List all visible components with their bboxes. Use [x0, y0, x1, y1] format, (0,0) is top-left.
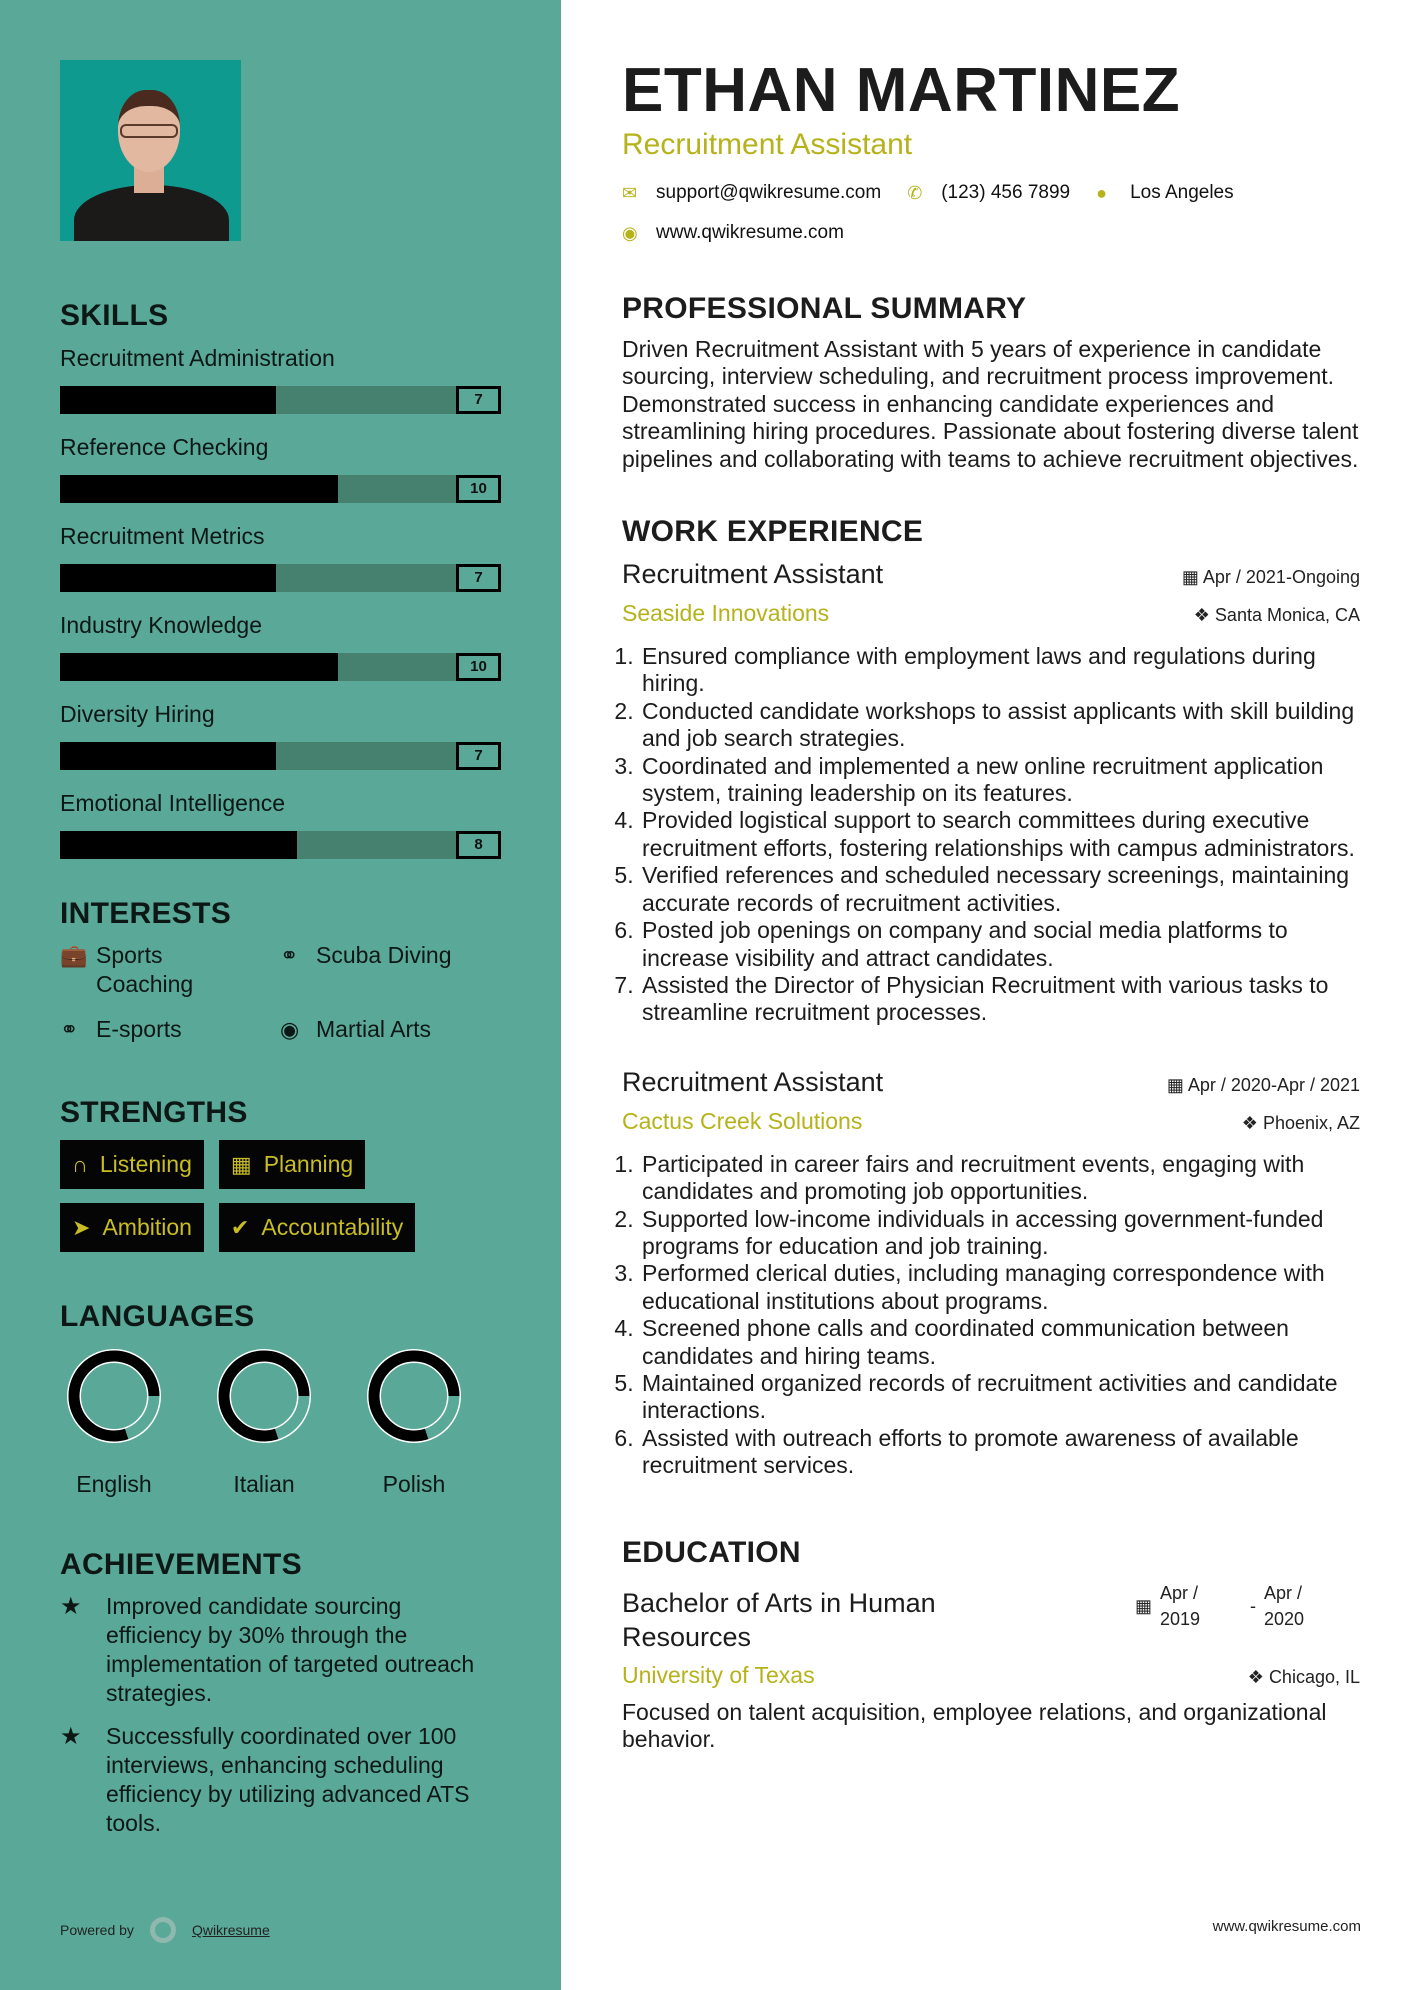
job-bullet: 5. Maintained organized records of recruitment activities and candidate interactions.	[640, 1370, 1360, 1425]
globe-icon: ◉	[622, 222, 638, 243]
job-bullet: 4. Provided logistical support to search committees during executive recruitment efforts, fostering relationships with campus administrators.	[640, 807, 1360, 862]
sidebar	[0, 0, 561, 1990]
education-text: Focused on talent acquisition, employee relations, and organizational behavior.	[622, 1698, 1327, 1752]
interest-label: Martial Arts	[316, 1016, 432, 1042]
rocket-icon: ➤	[72, 1214, 91, 1240]
language-label: Polish	[382, 1471, 446, 1497]
job-entry	[622, 1067, 1360, 1480]
education-start: Apr / 2019	[1160, 1582, 1201, 1629]
candidate-role: Recruitment Assistant	[622, 128, 913, 161]
map-marker-icon: ●	[1096, 182, 1107, 203]
calendar-icon: ▦	[1166, 1074, 1184, 1095]
strengths-heading: STRENGTHS	[60, 1096, 248, 1129]
skill-bar-fill	[60, 475, 338, 503]
job-bullet: 5. Verified references and scheduled necessary screenings, maintaining accurate records of recruitment activities.	[640, 862, 1360, 917]
strength-label: Listening	[99, 1151, 192, 1177]
skill-bar	[60, 742, 501, 770]
achievement-text: Successfully coordinated over 100 interviews, enhancing scheduling efficiency by utilizing advanced ATS tools.	[106, 1723, 470, 1836]
achievement-item	[60, 1592, 501, 1708]
skill-bar	[60, 386, 501, 414]
interests-list	[60, 941, 501, 1044]
language-ring	[216, 1348, 312, 1444]
phone: (123) 456 7899	[941, 182, 1071, 203]
summary-text: Driven Recruitment Assistant with 5 years of experience in candidate sourcing, interview scheduling, and recruitment process improvement. Demonstrated success in enhancing candidate experiences and streamlining hiring procedures. Passionate about fostering diverse talent pipelines and collaborating with teams to achieve recruitment objectives.	[622, 336, 1359, 472]
lifebuoy-icon: ⚭	[280, 943, 299, 968]
interest-item	[60, 1015, 280, 1044]
language-label: Italian	[233, 1471, 295, 1497]
job-location-text: Santa Monica, CA	[1214, 605, 1360, 626]
headphones-icon: ∩	[72, 1151, 88, 1177]
degree: Bachelor of Arts in Human Resources	[622, 1587, 936, 1652]
skill-bar-fill	[60, 564, 276, 592]
skill-value: 7	[456, 386, 501, 414]
calendar-icon: ▦	[1134, 1595, 1152, 1616]
skill-bar	[60, 564, 501, 592]
skill-label: Industry Knowledge	[60, 612, 263, 638]
interest-item	[60, 941, 280, 999]
job-dates-text: Apr / 2020-Apr / 2021	[1187, 1074, 1360, 1095]
job-location	[1194, 605, 1360, 626]
interests-heading: INTERESTS	[60, 897, 232, 930]
powered-by-label: Powered by	[60, 1922, 134, 1938]
job-location	[1242, 1113, 1360, 1134]
strength-tag	[60, 1140, 204, 1189]
language-label: English	[76, 1471, 152, 1497]
language-item	[66, 1348, 162, 1498]
skill-bar	[60, 653, 501, 681]
job-bullet: 6. Assisted with outreach efforts to promote awareness of available recruitment services.	[640, 1425, 1360, 1480]
star-icon: ★	[60, 1593, 82, 1620]
job-bullet: 3. Coordinated and implemented a new online recruitment application system, training leadership on its features.	[640, 753, 1360, 808]
job-entry	[622, 559, 1360, 1027]
education-dates	[1135, 1580, 1316, 1632]
website[interactable]: www.qwikresume.com	[656, 222, 844, 243]
contact-row	[622, 182, 1360, 204]
language-item	[366, 1348, 462, 1498]
website-row	[622, 222, 1360, 244]
education-end: Apr / 2020	[1264, 1582, 1305, 1629]
education-heading: EDUCATION	[622, 1535, 801, 1569]
phone-icon: ✆	[907, 182, 923, 203]
job-bullet: 1. Participated in career fairs and recruitment events, engaging with candidates and promoting job opportunities.	[640, 1151, 1360, 1206]
footer-url[interactable]: www.qwikresume.com	[1212, 1918, 1361, 1935]
calendar-icon: ▦	[1181, 567, 1199, 588]
achievement-item	[60, 1722, 501, 1838]
pin-icon: ❖	[1193, 605, 1210, 626]
skill-value: 10	[456, 475, 501, 503]
skill-bar-fill	[60, 831, 297, 859]
skills-list	[60, 345, 501, 859]
skill-bar-fill	[60, 653, 338, 681]
job-bullet: 2. Supported low-income individuals in accessing government-funded programs for education and job training.	[640, 1206, 1360, 1261]
skill-label: Diversity Hiring	[60, 701, 215, 727]
job-dates-text: Apr / 2021-Ongoing	[1202, 567, 1360, 588]
work-list	[622, 559, 1360, 1480]
job-dates	[1182, 567, 1360, 588]
languages-list	[60, 1348, 501, 1498]
job-bullet: 7. Assisted the Director of Physician Recruitment with various tasks to streamline recruitment processes.	[640, 972, 1360, 1027]
skill-value: 10	[456, 653, 501, 681]
job-dates	[1167, 1075, 1360, 1096]
skill-label: Reference Checking	[60, 434, 269, 460]
candidate-name: ETHAN MARTINEZ	[622, 56, 1181, 125]
summary-heading: PROFESSIONAL SUMMARY	[622, 292, 1027, 325]
interest-label: Sports Coaching	[96, 942, 194, 997]
strength-label: Planning	[263, 1151, 354, 1177]
achievement-text: Improved candidate sourcing efficiency by 30% through the implementation of targeted outreach strategies.	[106, 1593, 475, 1706]
job-bullet: 2. Conducted candidate workshops to assist applicants with skill building and job search strategies.	[640, 698, 1360, 753]
pin-icon: ❖	[1241, 1112, 1258, 1133]
skill-value: 7	[456, 742, 501, 770]
language-item	[216, 1348, 312, 1498]
email[interactable]: support@qwikresume.com	[656, 182, 882, 203]
language-ring	[366, 1348, 462, 1444]
skill-label: Recruitment Metrics	[60, 523, 265, 549]
strength-label: Accountability	[261, 1214, 404, 1240]
job-title: Recruitment Assistant	[622, 1066, 884, 1097]
achievements-heading: ACHIEVEMENTS	[60, 1548, 302, 1581]
achievements-list	[60, 1592, 501, 1838]
strength-tag	[60, 1203, 204, 1252]
qwikresume-link[interactable]: Qwikresume	[191, 1922, 270, 1938]
interest-item	[280, 1015, 500, 1044]
check-circle-icon: ✔	[230, 1214, 250, 1240]
school: University of Texas	[622, 1661, 815, 1688]
star-icon: ★	[60, 1723, 82, 1750]
powered-by	[60, 1917, 270, 1943]
job-bullet: 1. Ensured compliance with employment laws and regulations during hiring.	[640, 643, 1360, 698]
skill-value: 7	[456, 564, 501, 592]
job-bullets	[622, 1151, 1360, 1480]
company: Cactus Creek Solutions	[622, 1107, 863, 1134]
briefcase-icon: 💼	[60, 943, 88, 968]
date-separator: -	[1250, 1595, 1256, 1616]
location: Los Angeles	[1130, 182, 1234, 203]
education-location-text: Chicago, IL	[1268, 1666, 1360, 1687]
envelope-icon: ✉	[622, 182, 638, 203]
job-bullets	[622, 643, 1360, 1027]
interest-item	[280, 941, 500, 999]
languages-heading: LANGUAGES	[60, 1300, 255, 1333]
skill-label: Emotional Intelligence	[60, 790, 286, 816]
skill-value: 8	[456, 831, 501, 859]
globe-icon: ◉	[280, 1017, 300, 1042]
language-ring	[66, 1348, 162, 1444]
skill-bar	[60, 475, 501, 503]
skill-bar-fill	[60, 386, 276, 414]
skill-label: Recruitment Administration	[60, 345, 335, 371]
skills-heading: SKILLS	[60, 299, 169, 332]
qwikresume-logo-icon	[150, 1917, 176, 1943]
job-bullet: 4. Screened phone calls and coordinated communication between candidates and hiring teams.	[640, 1315, 1360, 1370]
job-bullet: 6. Posted job openings on company and social media platforms to increase visibility and attract candidates.	[640, 917, 1360, 972]
strength-tag	[219, 1140, 365, 1189]
job-location-text: Phoenix, AZ	[1262, 1112, 1360, 1133]
company: Seaside Innovations	[622, 600, 830, 627]
work-heading: WORK EXPERIENCE	[622, 515, 924, 549]
job-title: Recruitment Assistant	[622, 559, 884, 590]
interest-label: E-sports	[96, 1016, 182, 1042]
education-entry	[622, 1580, 1360, 1754]
job-bullet: 3. Performed clerical duties, including managing correspondence with educational institutions about programs.	[640, 1260, 1360, 1315]
strength-tag	[219, 1203, 415, 1252]
education-location: ❖ Chicago, IL	[1247, 1666, 1360, 1687]
strength-label: Ambition	[102, 1214, 192, 1240]
calendar-icon: ▦	[230, 1151, 252, 1177]
lifebuoy-icon: ⚭	[60, 1017, 79, 1042]
strengths-list	[60, 1140, 501, 1252]
main-content	[622, 56, 1360, 1753]
interest-label: Scuba Diving	[316, 942, 452, 968]
skill-bar-fill	[60, 742, 276, 770]
profile-photo	[60, 60, 241, 241]
skill-bar	[60, 831, 501, 859]
